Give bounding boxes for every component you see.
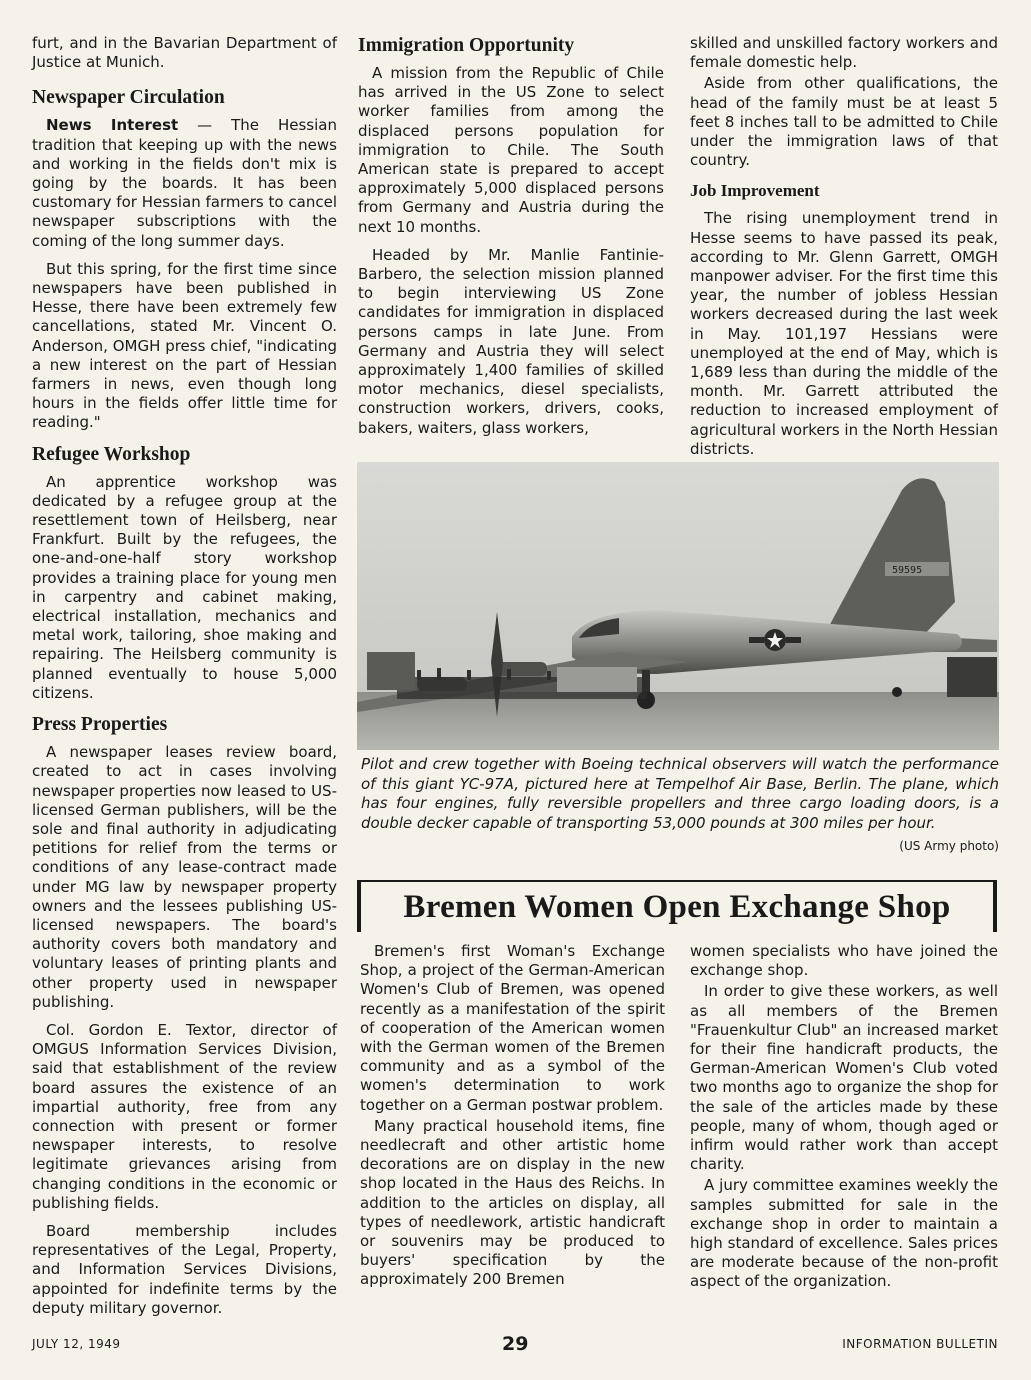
newspaper-lead: News Interest <box>46 116 179 135</box>
bremen-paragraph-3: women specialists who have joined the exchange shop. <box>690 942 998 980</box>
column-left <box>32 34 337 1327</box>
bremen-column-right <box>690 942 998 1301</box>
truck-left <box>367 652 415 690</box>
bremen-column-left <box>360 942 665 1299</box>
newspaper-paragraph-2: But this spring, for the first time since newspapers have been published in Hesse, there have been extremely few cancellations, stated Mr. Vincent O. Anderson, OMGH press chief, "indicating a new interest on the part of Hessian farmers in news, even though long hours in the fields offer little time for reading." <box>32 259 337 432</box>
bremen-headline-box <box>357 880 997 932</box>
page-number: 29 <box>502 1333 529 1355</box>
column-middle <box>358 34 664 447</box>
job-heading: Job Improvement <box>690 181 820 201</box>
engine-1 <box>497 662 547 676</box>
immigration-heading: Immigration Opportunity <box>358 35 575 56</box>
newspaper-paragraph-1 <box>32 116 337 250</box>
page-footer <box>32 1333 998 1363</box>
bremen-paragraph-2: Many practical household items, fine needlecraft and other artistic home decorations are on display in the new shop located in the Haus des Reichs. In addition to the articles on display, all types of needlework, artistic handicraft or souvenirs may be produced to buyers' specification by the approximately 200 Bremen <box>360 1116 665 1289</box>
immigration-continued-2: Aside from other qualifications, the head of the family must be at least 5 feet 8 inches tall to be admitted to Chile under the immigration laws of that country. <box>690 74 998 170</box>
newspaper-text-1: — The Hessian tradition that keeping up with the news and working in the fields don't mix is going by the boards. It has been customary for Hessian farmers to cancel newspaper subscriptions with the coming of the long summer days. <box>32 116 337 250</box>
airplane-photo <box>357 462 999 750</box>
press-paragraph-1: A newspaper leases review board, created to act in cases involving newspaper properties now leased to US-licensed German publishers, will be the sole and final authority in adjudicating petitions for relief from the terms or conditions of any lease-contract made under MG law by newspaper property owners and the lessees publishing US-licensed newspapers. The board's authority covers both mandatory and voluntary leases of printing plants and other property used in newspaper publishing. <box>32 743 337 1011</box>
immigration-continued-1: skilled and unskilled factory workers and female domestic help. <box>690 34 998 72</box>
bremen-paragraph-4: In order to give these workers, as well as all members of the Bremen "Frauenkultur Club" an increased market for their fine handicraft products, the German-American Women's Club voted two months ago to organize the shop for the sale of the articles made by these people, many of whom, though aged or infirm would rather work than accept charity. <box>690 982 998 1174</box>
job-paragraph: The rising unemployment trend in Hesse seems to have passed its peak, according to Mr. Glenn Garrett, OMGH manpower adviser. For the first time this year, the number of jobless Hessian workers decreased during the last week in May. 101,197 Hessians were unemployed at the end of May, which is 1,689 less than during the middle of the month. Mr. Garrett attributed the reduction to increased employment of agricultural workers in the North Hessian districts. <box>690 209 998 458</box>
press-heading: Press Properties <box>32 714 168 736</box>
bremen-paragraph-1: Bremen's first Woman's Exchange Shop, a project of the German-American Women's Club of Bremen, was opened recently as a manifestation of the spirit of cooperation of the American women with the German women of the Bremen community and as a symbol of the women's determination to work together on a German postwar problem. <box>360 942 665 1114</box>
immigration-paragraph-2: Headed by Mr. Manlie Fantinie-Barbero, the selection mission planned to begin interviewing US Zone candidates for immigration in displaced persons camps in late June. From Germany and Austria they will select approximately 1,400 families of skilled motor mechanics, diesel specialists, construction workers, drivers, cooks, bakers, waiters, glass workers, <box>358 245 664 437</box>
press-paragraph-3: Board membership includes representatives of the Legal, Property, and Information Services Divisions, appointed for indefinite terms by the deputy military governor. <box>32 1221 337 1317</box>
issue-date: JULY 12, 1949 <box>32 1337 121 1351</box>
caption-text: Pilot and crew together with Boeing technical observers will watch the performance of this giant YC-97A, pictured here at Tempelhof Air Base, Berlin. The plane, which has four engines, fully reversible propellers and three cargo loading doors, is a double decker capable of transporting 53,000 pounds at 300 miles per hour. <box>361 755 999 832</box>
immigration-paragraph-1: A mission from the Republic of Chile has arrived in the US Zone to select worker families from among the displaced persons population for immigration to Chile. The South American state is prepared to accept approximately 5,000 displaced persons from Germany and Austria during the next 10 months. <box>358 64 664 236</box>
ground <box>357 692 999 750</box>
tail-number: 59595 <box>892 565 923 576</box>
press-paragraph-2: Col. Gordon E. Textor, director of OMGUS Information Services Division, said that establishment of the review board assures the existence of an impartial authority, free from any connection with present or former newspaper interests, to resolve legitimate grievances arising from changing conditions in the economic or publishing fields. <box>32 1020 337 1212</box>
refugee-heading: Refugee Workshop <box>32 443 191 465</box>
photo-caption <box>361 755 999 857</box>
intro-paragraph: furt, and in the Bavarian Department of Justice at Munich. <box>32 34 337 72</box>
refugee-paragraph: An apprentice workshop was dedicated by a refugee group at the resettlement town of Heilsberg, near Frankfurt. Built by the refugees, the one-and-one-half story workshop provides a training place for young men in carpentry and cabinet making, electrical installation, mechanics and metal work, tailoring, shoe making and repairing. The Heilsberg community is planned eventually to house 5,000 citizens. <box>32 472 337 702</box>
bremen-paragraph-5: A jury committee examines weekly the samples submitted for sale in the exchange shop in order to maintain a high standard of excellence. Sales prices are moderate because of the non-profit aspect of the organization. <box>690 1176 998 1291</box>
hangar <box>557 667 637 692</box>
bremen-headline: Bremen Women Open Exchange Shop <box>403 889 951 925</box>
airplane-illustration <box>357 462 999 750</box>
column-right <box>690 34 998 468</box>
photo-credit: (US Army photo) <box>899 839 999 853</box>
newspaper-heading: Newspaper Circulation <box>32 87 225 109</box>
truck-right <box>947 657 997 697</box>
publication-name: INFORMATION BULLETIN <box>842 1337 998 1351</box>
